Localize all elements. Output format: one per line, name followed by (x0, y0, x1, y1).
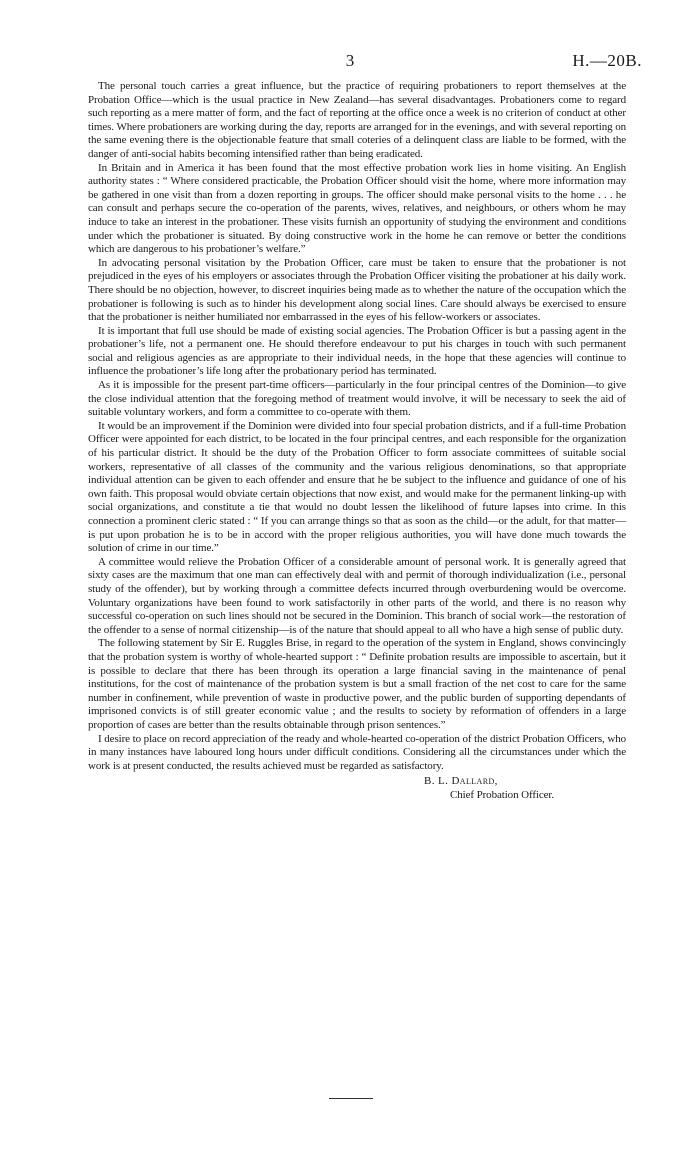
body-text (88, 80, 626, 802)
paragraph: In Britain and in America it has been found that the most effective probation work lies in home visiting. An English authority states : “ Where considered practicable, the Probation Officer should visit the home, where more information may be gathered in one visit than from a dozen reporting in groups. The officer should make personal visits to the home . . . he can consult and perhaps secure the co-operation of the parents, wives, relatives, and neighbours, or others whom he may induce to take an interest in the probationer. These visits furnish an opportunity of studying the environment and conditions under which the probationer is situated. By doing constructive work in the home he can remove or better the conditions which are dangerous to his probationer’s welfare.” (88, 161, 626, 256)
paragraph: In advocating personal visitation by the Probation Officer, care must be taken to ensure that the probationer is not prejudiced in the eyes of his employers or associates through the Probation Officer visiting the probationer at his daily work. There should be no objection, however, to discreet inquiries being made as to whether the nature of the occupation which the probationer is following is such as to hinder his development along social lines. Care should always be exercised to ensure that the probationer is neither humiliated nor embarrassed in the eyes of his fellow-workers or associates. (88, 256, 626, 324)
paragraph: As it is impossible for the present part-time officers—particularly in the four principal centres of the Dominion—to give the close individual attention that the foregoing method of treatment would involve, it will be necessary to seek the aid of suitable voluntary workers, and form a committee to co-operate with them. (88, 379, 626, 419)
paragraph: I desire to place on record appreciation of the ready and whole-hearted co-operation of the district Probation Officers, who in many instances have laboured long hours under difficult conditions. Considering all the circumstances under which the work is at present conducted, the results achieved must be regarded as satisfactory. (88, 732, 626, 772)
signatory-title: Chief Probation Officer. (450, 789, 555, 802)
paragraph: A committee would relieve the Probation Officer of a considerable amount of personal work. It is generally agreed that sixty cases are the maximum that one man can effectively deal with and permit of thorough individualization (i.e., personal study of the offender), but by working through a committee defects incurred through overburdening would be overcome. Voluntary organizations have been found to work satisfactorily in other parts of the world, and there is no reason why successful co-operation on such lines should not be secured in the Dominion. This branch of social work—the restoration of the offender to a sense of normal citizenship—is of the nature that should appeal to all who have a high sense of public duty. (88, 555, 626, 636)
paragraph: The personal touch carries a great influence, but the practice of requiring probationers to report themselves at the Probation Office—which is the usual practice in New Zealand—has several disadvantages. Probationers come to regard such reporting as a mere matter of form, and the fact of reporting at the office once a week is no criterion of conduct at other times. Where probationers are working during the day, reports are arranged for in the evenings, and with several reporting on the same evening there is the objectionable feature that small coteries of a delinquent class are liable to be formed, with the danger of anti-social habits becoming intensified rather than being eradicated. (88, 80, 626, 160)
paragraph: It is important that full use should be made of existing social agencies. The Probation Officer is but a passing agent in the probationer’s life, not a permanent one. He should therefore endeavour to put his charges in touch with such permanent social and religious agencies as are appropriate to their individual needs, in the hope that these agencies will continue to influence the probationer’s life long after the probationary period has terminated. (88, 324, 626, 378)
page-number: 3 (345, 51, 355, 70)
signatory-name: B. L. Dallard, (424, 775, 498, 788)
end-rule-divider (329, 1098, 373, 1099)
signature-block (88, 774, 626, 802)
paragraph: The following statement by Sir E. Ruggles Brise, in regard to the operation of the system in England, shows convincingly that the probation system is worthy of whole-hearted support : “ Definite probation results are impossible to ascertain, but it is possible to declare that there has been through its operation a large financial saving in the maintenance of penal institutions, for the cost of maintenance of the probation system is but a small fraction of the net cost to care for the same number in confinement, while prevention of waste in productive power, and the public burden of supporting dependants of imprisoned convicts is of still greater economic value ; and the results to society by reformation of offenders in a large proportion of cases are better than the results obtainable through prison sentences.” (88, 637, 626, 731)
paragraph: It would be an improvement if the Dominion were divided into four special probation districts, and if a full-time Probation Officer were appointed for each district, to be located in the four principal centres, and each responsible for the organization of his particular district. It should be the duty of the Probation Officer to form associate committees of suitable social workers, representative of all classes of the community and the various religious denominations, so that appropriate individual attention can be given to each offender and ensure that he be subject to the influence and guidance of one of his own faith. This proposal would obviate certain objections that now exist, and would make for the permanent linking-up with social organizations, and constitute a tie that would no doubt lessen the likelihood of future lapses into crime. In this connection a prominent cleric stated : “ If you can arrange things so that as soon as the child—or the adult, for that matter—is put upon probation he is to be in accord with the proper religious authorities, you will have done much towards the solution of crime in our time.” (88, 419, 626, 555)
document-reference: H.—20B. (572, 51, 642, 70)
